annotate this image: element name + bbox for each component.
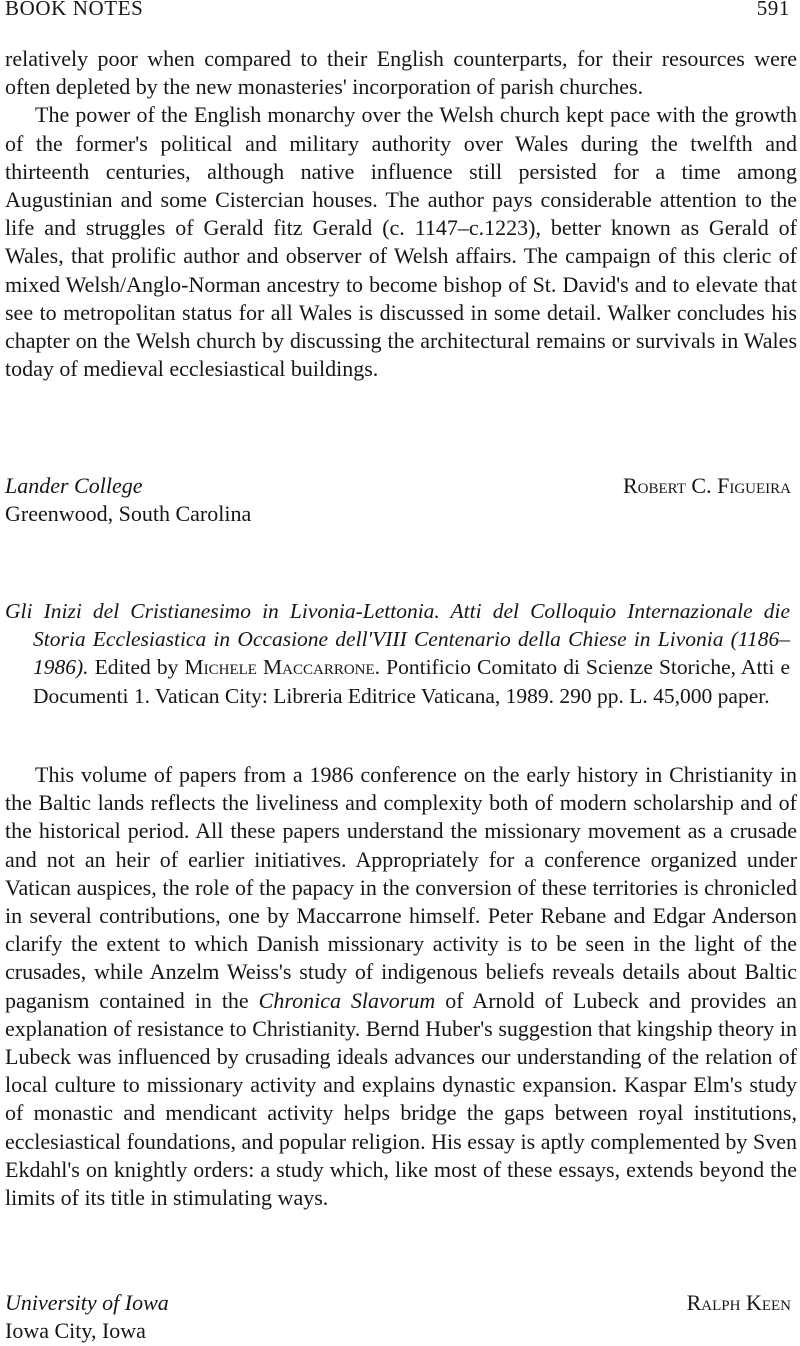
running-header (5, 0, 790, 28)
edited-by-label: Edited by (94, 655, 179, 680)
review-1-paragraph-continued: relatively poor when compared to their English counterparts, for their resources were often depleted by the new monasteries' incorporation of parish churches. (5, 46, 797, 100)
reviewer-1-location: Greenwood, South Carolina (5, 501, 252, 526)
review-2-text-part-2: of Arnold of Lubeck and provides an explanation of resistance to Christianity. Bernd Huber's suggestion that kingship theory in Lubeck was influenced by crusading ideals advances our understanding of the relation of local culture to missionary activity and explains dynastic expansion. Kaspar Elm's study of monastic and mendicant activity helps bridge the gaps between royal institutions, ecclesiastical foundations, and popular religion. His essay is aptly complemented by Sven Ekdahl's on knightly orders: a study which, like most of these essays, extends beyond the limits of its title in stimulating ways. (5, 987, 798, 1211)
reviewer-2-institution: University of Iowa (5, 1290, 169, 1315)
publication-details: . Pontificio Comitato di Scienze Storiche, Atti e Documenti 1. Vatican City: Libreria Editrice Vaticana, 1989. 290 pp. L. 45,000 paper. (33, 655, 791, 708)
review-1-signature (5, 472, 791, 528)
editor-name: Michele Maccarrone (184, 655, 375, 680)
review-1-body (5, 45, 797, 383)
reviewer-2-location: Iowa City, Iowa (5, 1318, 146, 1343)
review-2-citation (5, 597, 790, 710)
book-title: Gli Inizi del Cristianesimo in Livonia-Lettonia. Atti del Colloquio Internazionale die Storia Ecclesiastica in Occasione dell'VIII Centenario della Chiese in Livonia (1186–1986). (5, 599, 790, 680)
reviewer-1-name: Robert C. Figueira (622, 473, 791, 498)
page-number: 591 (756, 0, 790, 20)
review-1-paragraph-2: The power of the English monarchy over the Welsh church kept pace with the growth of the former's political and military authority over Wales during the twelfth and thirteenth centuries, although native influence still persisted for a time among Augustinian and some Cistercian houses. The author pays considerable attention to the life and struggles of Gerald fitz Gerald (c. 1147–c.1223), better known as Gerald of Wales, that prolific author and observer of Welsh affairs. The campaign of this cleric of mixed Welsh/Anglo-Norman ancestry to become bishop of St. David's and to elevate that see to metropolitan status for all Wales is discussed in some detail. Walker concludes his chapter on the Welsh church by discussing the architectural remains or survivals in Wales today of medieval ecclesiastical buildings. (5, 102, 797, 382)
reviewer-2-name: Ralph Keen (686, 1290, 791, 1315)
review-2-body (5, 761, 797, 1212)
section-title: BOOK NOTES (5, 0, 144, 20)
review-2-paragraph (5, 761, 797, 1212)
reviewer-1-institution: Lander College (5, 473, 143, 498)
chronica-title: Chronica Slavorum (258, 987, 436, 1013)
review-2-text-part-1: This volume of papers from a 1986 conference on the early history in Christianity in the Baltic lands reflects the liveliness and complexity both of modern scholarship and of the historical period. All these papers understand the missionary movement as a crusade and not an heir of earlier initiatives. Appropriately for a conference organized under Vatican auspices, the role of the papacy in the conversion of these territories is chronicled in several contributions, one by Maccarrone himself. Peter Rebane and Edgar Anderson clarify the extent to which Danish missionary activity is to be seen in the light of the crusades, while Anzelm Weiss's study of indigenous beliefs reveals details about Baltic paganism contained in the (5, 762, 797, 1013)
review-2-signature (5, 1289, 791, 1345)
